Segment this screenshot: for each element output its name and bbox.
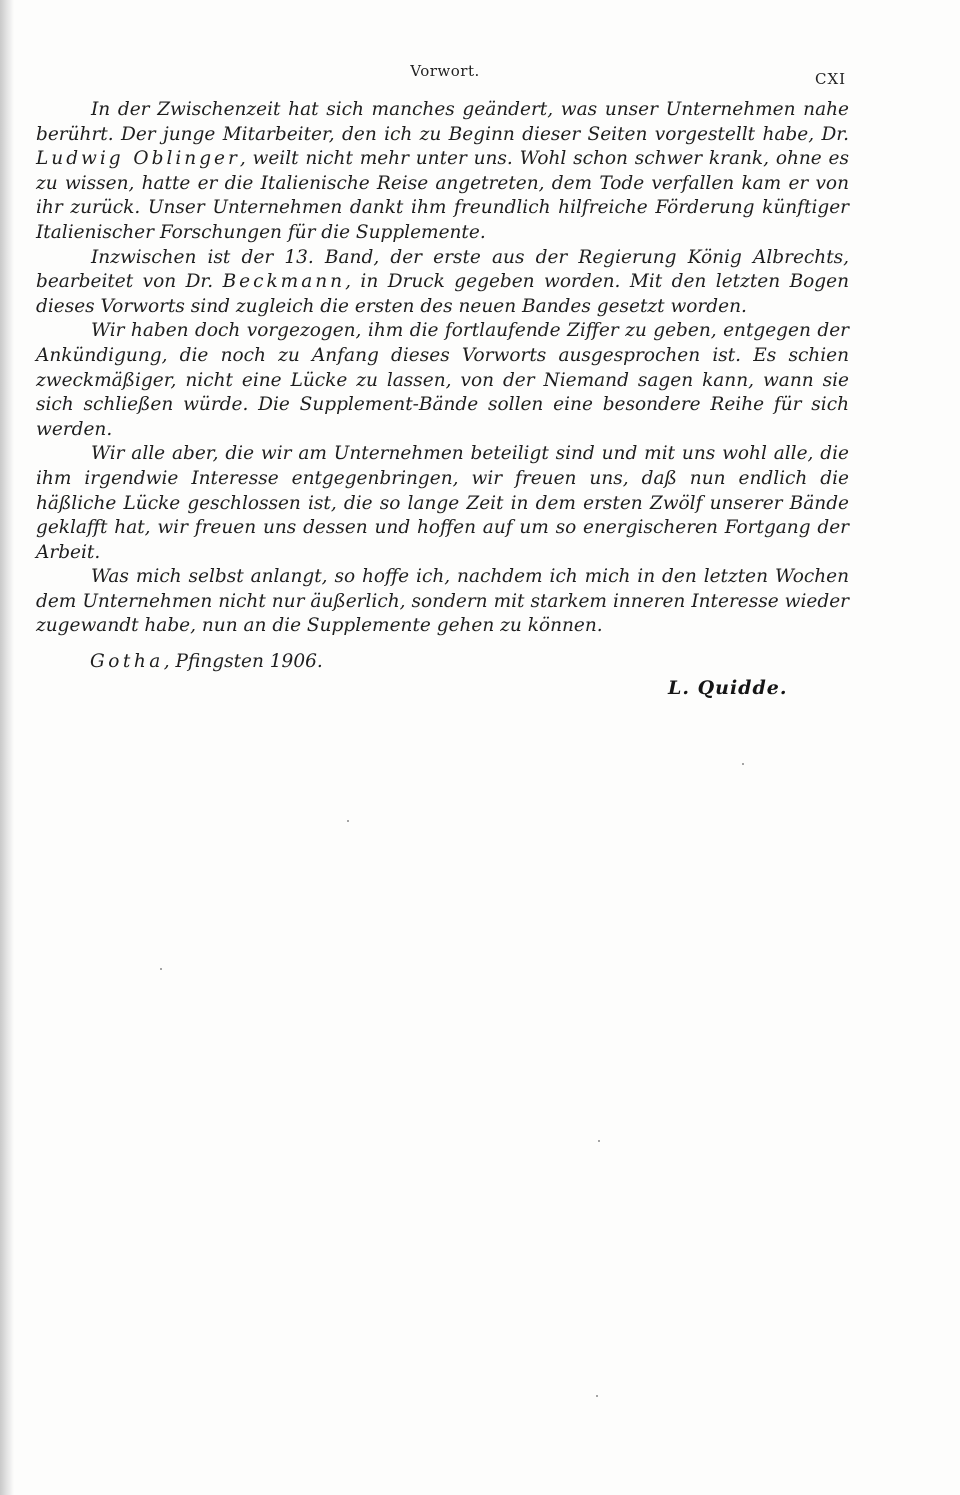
signature: L. Quidde. <box>668 677 788 699</box>
body-text <box>36 98 849 639</box>
scan-speck <box>347 820 349 822</box>
paragraph-3: Wir haben doch vorgezogen, ihm die fortlaufende Ziffer zu geben, entgegen der Ankündigung, die noch zu Anfang dieses Vorworts ausgesprochen ist. Es schien zweckmäßiger, nicht eine Lücke zu lassen, von der Niemand sagen kann, wann sie sich schließen würde. Die Supplement-Bände sollen eine besondere Reihe für sich werden. <box>36 320 849 440</box>
scan-speck <box>160 968 162 970</box>
scan-shadow-edge <box>0 0 14 1495</box>
paragraph-1-text-b: , weilt nicht mehr unter uns. Wohl schon schwer krank, ohne es zu wissen, hatte er die Italienische Reise angetreten, dem Tode verfallen kam er von ihr zurück. Unser Unternehmen dankt ihm freundlich hilfreiche Förderung künftiger Italienischer Forschungen für die Supplemente. <box>36 148 849 243</box>
paragraph-5: Was mich selbst anlangt, so hoffe ich, nachdem ich mich in den letzten Wochen dem Unternehmen nicht nur äußerlich, sondern mit starkem inneren Interesse wieder zugewandt habe, nun an die Supplemente gehen zu können. <box>36 566 849 637</box>
page-number: CXI <box>815 70 847 88</box>
scan-speck <box>598 1140 600 1142</box>
paragraph-2-text-b: , in Druck gegeben worden. Mit den letzten Bogen dieses Vorworts sind zugleich die ersten des neuen Bandes gesetzt worden. <box>36 271 850 317</box>
paragraph-1 <box>36 98 849 246</box>
paragraph-4: Wir alle aber, die wir am Unternehmen beteiligt sind und mit uns wohl alle, die ihm irgendwie Interesse entgegenbringen, wir freuen uns, daß nun endlich die häßliche Lücke geschlossen ist, die so lange Zeit in dem ersten Zwölf unserer Bände geklafft hat, wir freuen uns dessen und hoffen auf um so energischeren Fortgang der Arbeit. <box>36 443 849 563</box>
paragraph-2 <box>36 246 849 320</box>
scan-speck <box>596 1395 598 1397</box>
running-head: Vorwort. <box>410 62 480 80</box>
date: , Pfingsten 1906. <box>163 651 323 672</box>
scan-speck <box>742 763 744 765</box>
place-and-date <box>90 651 323 672</box>
place: Gotha <box>90 651 164 672</box>
person-name-oblinger: Ludwig Oblinger <box>36 148 240 170</box>
person-name-beckmann: Beckmann <box>222 271 346 293</box>
paragraph-2-text-a: Inzwischen ist der 13. Band, der erste aus der Regierung König Albrechts, bearbeitet von Dr. <box>36 246 849 293</box>
paragraph-1-text-a: In der Zwischenzeit hat sich manches geändert, was unser Unternehmen nahe berührt. Der junge Mitarbeiter, den ich zu Beginn dieser Seiten vorgestellt habe, Dr. <box>36 99 849 145</box>
